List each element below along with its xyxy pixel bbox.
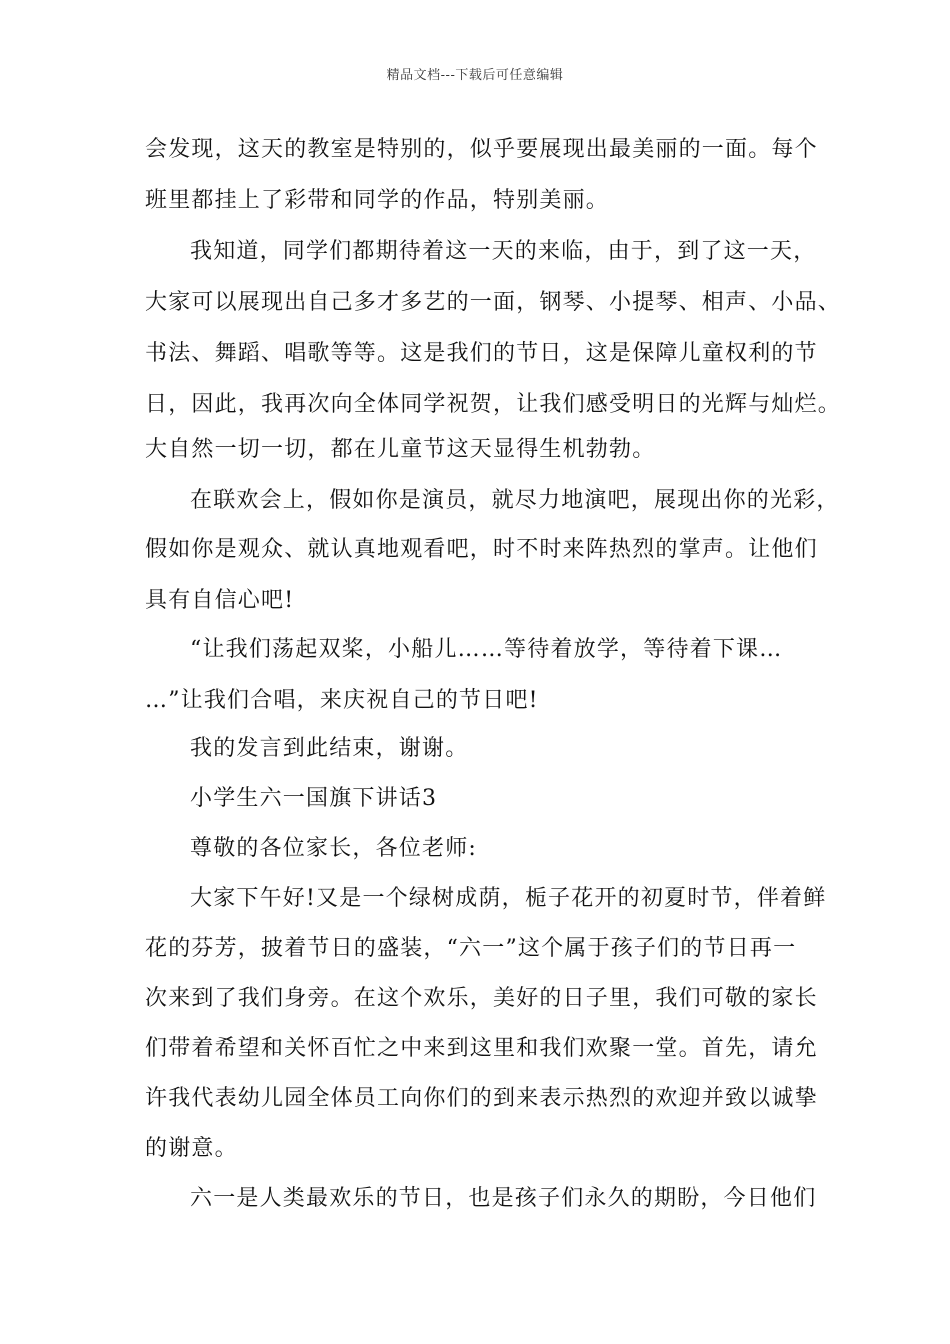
text-line: 班里都挂上了彩带和同学的作品，特别美丽。 — [145, 188, 610, 213]
text-line: 我的发言到此结束，谢谢。 — [190, 736, 469, 761]
text-line: 们带着希望和关怀百忙之中来到这里和我们欢聚一堂。首先，请允 — [145, 1036, 818, 1061]
text-line: 在联欢会上，假如你是演员，就尽力地演吧，展现出你的光彩， — [190, 488, 840, 513]
text-line: “让我们荡起双桨，小船儿……等待着放学，等待着下课… — [190, 637, 783, 662]
text-line: 大家下午好!又是一个绿树成荫，栀子花开的初夏时节，伴着鲜 — [190, 886, 827, 911]
text-line: 具有自信心吧! — [145, 588, 295, 613]
text-line: …”让我们合唱，来庆祝自己的节日吧! — [145, 688, 539, 713]
text-line: 花的芬芳，披着节日的盛装，“六一”这个属于孩子们的节日再一 — [145, 936, 797, 961]
page-header: 精品文档---下载后可任意编辑 — [386, 68, 564, 83]
text-line: 尊敬的各位家长，各位老师: — [190, 836, 478, 861]
text-line: 大自然一切一切，都在儿童节这天显得生机勃勃。 — [145, 437, 656, 462]
section-title: 小学生六一国旗下讲话3 — [190, 786, 438, 811]
text-line: 次来到了我们身旁。在这个欢乐，美好的日子里，我们可敬的家长 — [145, 986, 818, 1011]
text-line: 会发现，这天的教室是特别的，似乎要展现出最美丽的一面。每个 — [145, 137, 818, 162]
text-line: 假如你是观众、就认真地观看吧，时不时来阵热烈的掌声。让他们 — [145, 537, 818, 562]
text-line: 大家可以展现出自己多才多艺的一面，钢琴、小提琴、相声、小品、 — [145, 290, 842, 315]
text-line: 书法、舞蹈、唱歌等等。这是我们的节日，这是保障儿童权利的节 — [145, 341, 818, 366]
text-line: 我知道，同学们都期待着这一天的来临，由于，到了这一天， — [190, 239, 817, 264]
text-line: 的谢意。 — [145, 1136, 238, 1161]
text-line: 六一是人类最欢乐的节日，也是孩子们永久的期盼，今日他们 — [190, 1186, 817, 1211]
text-line: 许我代表幼儿园全体员工向你们的到来表示热烈的欢迎并致以诚挚 — [145, 1086, 818, 1111]
text-line: 日，因此，我再次向全体同学祝贺，让我们感受明日的光辉与灿烂。 — [145, 392, 842, 417]
